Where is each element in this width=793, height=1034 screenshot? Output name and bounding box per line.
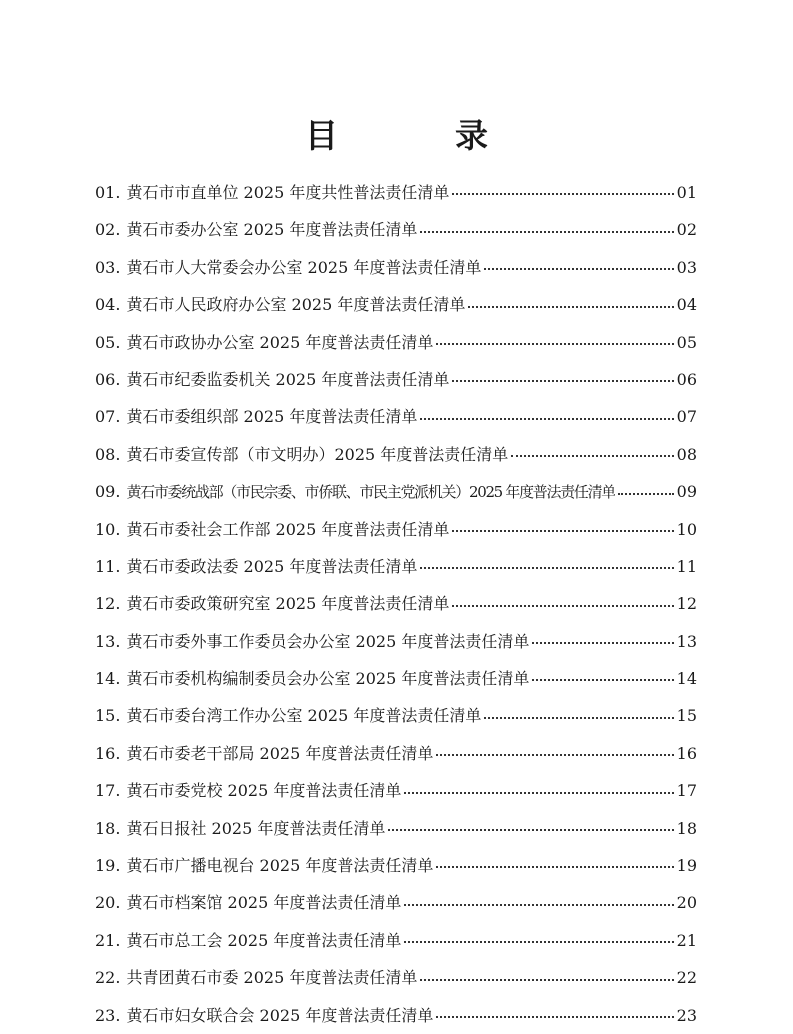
toc-entry[interactable] [95,810,697,847]
toc-dot-leader [420,418,673,420]
toc-entry-title: 黄石市市直单位 2025 年度共性普法责任清单 [126,183,450,202]
toc-dot-leader [420,567,673,569]
toc-entry[interactable] [95,548,697,585]
toc-entry-title: 黄石市政协办公室 2025 年度普法责任清单 [126,332,434,352]
toc-entry[interactable] [95,174,697,211]
toc-entry-title: 黄石市档案馆 2025 年度普法责任清单 [126,893,402,913]
toc-entry-number: 21. [95,930,121,950]
toc-entry[interactable] [95,398,697,435]
toc-entry[interactable] [95,660,697,697]
toc-page-number: 11 [676,556,697,576]
toc-entry-number: 10. [95,519,121,539]
toc-entry[interactable] [95,884,697,921]
toc-page-number: 15 [676,706,697,726]
toc-entry-title: 黄石市妇女联合会 2025 年度普法责任清单 [126,1005,434,1025]
toc-page-number: 17 [676,781,697,801]
toc-entry[interactable] [95,997,697,1034]
toc-entry-number: 07. [95,407,121,427]
page-title: 目 录 [305,116,530,156]
toc-entry-title: 黄石市委宣传部（市文明办）2025 年度普法责任清单 [126,444,509,464]
toc-entry[interactable] [95,324,697,361]
toc-entry[interactable] [95,585,697,622]
toc-page-number: 16 [676,743,697,763]
toc-entry-number: 13. [95,631,121,651]
toc-page-number: 18 [676,818,697,838]
toc-dot-leader [468,306,673,308]
toc-dot-leader [452,605,673,607]
toc-page-number: 04 [676,295,697,315]
toc-dot-leader [404,941,673,943]
toc-entry-number: 02. [95,220,121,240]
toc-entry-number: 17. [95,781,121,801]
toc-entry-number: 12. [95,594,121,614]
toc-entry-number: 11. [95,556,121,576]
toc-entry-number: 01. [95,183,121,202]
toc-entry-number: 15. [95,706,121,726]
toc-dot-leader [452,193,673,195]
toc-page-number: 23 [676,1005,697,1025]
toc-dot-leader [618,493,674,495]
toc-entry-title: 黄石市委统战部（市民宗委、市侨联、市民主党派机关）2025 年度普法责任清单 [126,483,615,502]
toc-entry[interactable] [95,249,697,286]
toc-entry-title: 黄石市广播电视台 2025 年度普法责任清单 [126,856,434,876]
toc-dot-leader [484,268,673,270]
toc-page-number: 01 [676,183,697,202]
toc-dot-leader [436,1016,673,1018]
toc-entry-title: 黄石市委老干部局 2025 年度普法责任清单 [126,743,434,763]
toc-entry-number: 05. [95,332,121,352]
toc-entry-title: 黄石市委组织部 2025 年度普法责任清单 [126,407,418,427]
toc-entry-title: 黄石市委外事工作委员会办公室 2025 年度普法责任清单 [126,631,530,651]
table-of-contents [95,174,697,1034]
toc-dot-leader [532,642,673,644]
toc-entry-number: 16. [95,743,121,763]
toc-entry-title: 黄石市委党校 2025 年度普法责任清单 [126,781,402,801]
toc-entry-number: 14. [95,669,121,689]
toc-dot-leader [452,380,673,382]
toc-page-number: 19 [676,856,697,876]
toc-dot-leader [420,231,673,233]
toc-entry-title: 黄石市委政法委 2025 年度普法责任清单 [126,556,418,576]
toc-entry[interactable] [95,772,697,809]
toc-entry-number: 18. [95,818,121,838]
toc-dot-leader [420,979,673,981]
toc-dot-leader [404,792,673,794]
toc-entry-title: 黄石市委办公室 2025 年度普法责任清单 [126,220,418,240]
toc-entry-number: 22. [95,968,121,988]
toc-page-number: 08 [676,444,697,464]
toc-page-number: 06 [676,369,697,389]
toc-dot-leader [388,829,673,831]
toc-page-number: 07 [676,407,697,427]
toc-page-number: 13 [676,631,697,651]
toc-page-number: 09 [676,482,697,502]
toc-page-number: 21 [676,930,697,950]
toc-dot-leader [436,754,673,756]
toc-dot-leader [404,904,673,906]
toc-entry-number: 06. [95,369,121,389]
toc-entry-title: 黄石市委社会工作部 2025 年度普法责任清单 [126,519,450,539]
toc-entry-title: 黄石市人民政府办公室 2025 年度普法责任清单 [126,295,466,315]
toc-page-number: 03 [676,257,697,277]
toc-dot-leader [436,343,673,345]
toc-entry-number: 04. [95,295,121,315]
toc-entry[interactable] [95,922,697,959]
toc-page-number: 22 [676,968,697,988]
toc-entry-title: 黄石市纪委监委机关 2025 年度普法责任清单 [126,369,450,389]
toc-dot-leader [436,866,673,868]
toc-page-number: 12 [676,594,697,614]
toc-page-number: 14 [676,669,697,689]
toc-page-number: 05 [676,332,697,352]
toc-entry-number: 19. [95,856,121,876]
toc-entry-title: 黄石市委政策研究室 2025 年度普法责任清单 [126,594,450,614]
toc-entry-title: 黄石市委机构编制委员会办公室 2025 年度普法责任清单 [126,669,530,689]
toc-entry[interactable] [95,286,697,323]
toc-entry-number: 08. [95,444,121,464]
toc-dot-leader [484,717,673,719]
toc-entry[interactable] [95,847,697,884]
toc-entry[interactable] [95,735,697,772]
toc-entry-title: 黄石市委台湾工作办公室 2025 年度普法责任清单 [126,706,482,726]
toc-entry-number: 03. [95,257,121,277]
toc-entry[interactable] [95,623,697,660]
toc-entry[interactable] [95,697,697,734]
toc-entry-number: 23. [95,1005,121,1025]
toc-entry[interactable] [95,361,697,398]
toc-entry-number: 09. [95,482,121,502]
toc-entry-title: 黄石市总工会 2025 年度普法责任清单 [126,930,402,950]
toc-dot-leader [511,455,673,457]
toc-entry-title: 共青团黄石市委 2025 年度普法责任清单 [126,968,418,988]
toc-entry-title: 黄石市人大常委会办公室 2025 年度普法责任清单 [126,257,482,277]
toc-entry[interactable] [95,211,697,248]
toc-entry[interactable] [95,511,697,548]
toc-entry-title: 黄石日报社 2025 年度普法责任清单 [126,818,386,838]
toc-page-number: 10 [676,519,697,539]
toc-entry-number: 20. [95,893,121,913]
toc-page-number: 02 [676,220,697,240]
toc-entry[interactable] [95,436,697,473]
toc-dot-leader [452,530,673,532]
toc-page-number: 20 [676,893,697,913]
toc-entry[interactable] [95,959,697,996]
toc-entry[interactable] [95,473,697,510]
toc-dot-leader [532,679,673,681]
